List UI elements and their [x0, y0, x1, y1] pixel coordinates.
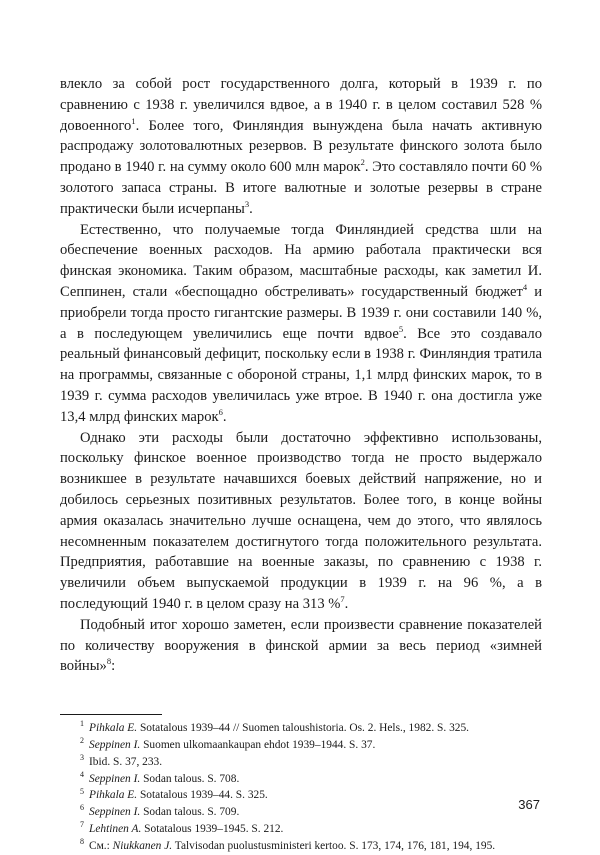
footnote-author: Seppinen I. — [89, 772, 141, 785]
footnote-ref-1[interactable]: 1 — [131, 115, 136, 126]
footnote-author: Seppinen I. — [89, 806, 141, 819]
paragraph-2: Естественно, что получаемые тогда Финляндией средства шли на обеспечение военных расходов. На армию работала практически вся финская экономика. Таким образом, масштабные расходы, как заметил И. Сеппинен, стали «беспощадно обстреливать» государственный бюджет$^4$ и приобрели тогда просто гигантские размеры. В 1939 г. они составили 140 %, а в последующем увеличились еще почти вдвое$^5$. Все это создавало реальный финансовый дефицит, поскольку если в 1938 г. Финляндия тратила на программы, связанные с обороной страны, 1,1 млрд финских марок, то в 1939 г. сумма расходов увеличилась уже втрое. В 1940 г. она достигла уже 13,4 млрд финских марок$^6$. — [60, 221, 543, 425]
footnote-5 — [60, 787, 542, 804]
footnote-8 — [60, 838, 542, 855]
footnotes — [60, 720, 542, 854]
footnote-author: Lehtinen A. — [89, 822, 142, 835]
footnote-number: 5 — [80, 786, 84, 796]
footnote-author: Pihkala E. — [89, 722, 138, 735]
page-number: 367 — [518, 797, 540, 812]
footnote-number: 8 — [80, 836, 84, 846]
footnote-divider — [60, 714, 162, 715]
footnote-1 — [60, 720, 542, 737]
footnote-ref-5[interactable]: 5 — [398, 323, 404, 334]
paragraph-1: влекло за собой рост государственного долга, который в 1939 г. по сравнению с 1938 г. увеличился вдвое, а в 1940 г. в целом составил 528 % довоенного$^1$. Более того, Финляндия вынуждена была начать активную распродажу золотовалютных резервов. В результате финского золота было продано в 1940 г. на сумму около 600 млн марок$^2$. Это составляло почти 60 % золотого запаса страны. В итоге валютные и золотые резервы в стране практически были исчерпаны$^3$. — [60, 76, 543, 217]
footnote-number: 6 — [80, 803, 84, 813]
footnote-number: 7 — [80, 820, 84, 830]
footnote-author: Niukkanen J. — [112, 839, 173, 852]
footnote-ref-3[interactable]: 3 — [244, 198, 250, 209]
paragraph-3: Однако эти расходы были достаточно эффективно использованы, поскольку финское военное производство тогда не просто выдержало возникшее в результате начавшихся боевых действий напряжение, но и добилось серьезных позитивных результатов. Более того, в конце войны армия оказалась значительно лучше оснащена, чем до этого, что являлось несомненным показателем достигнутого тогда положительного результата. Предприятия, работавшие на военные заказы, по сравнению с 1938 г. увеличили объем выпускаемой продукции в 1939 г. на 96 %, а в последующий 1940 г. в целом сразу на 313 %$^7$. — [60, 429, 542, 612]
footnote-4 — [60, 771, 542, 788]
footnote-ref-4[interactable]: 4 — [522, 282, 528, 293]
footnote-text: Sodan talous. S. 708. — [140, 772, 240, 785]
footnote-2 — [60, 737, 542, 754]
footnote-6 — [60, 804, 542, 821]
footnote-text: Talvisodan puolustusministeri kertoo. S. 173, 174, 176, 181, 194, 195. — [172, 839, 496, 852]
footnote-7 — [60, 821, 542, 838]
footnote-ref-7[interactable]: 7 — [340, 594, 345, 605]
paragraph-4: Подобный итог хорошо заметен, если произвести сравнение показателей по количеству вооружения в финской армии за весь период «зимней войны»$^8$: — [60, 616, 542, 675]
footnote-number: 3 — [80, 752, 84, 762]
footnote-text: Sotatalous 1939–44. S. 325. — [137, 789, 268, 802]
footnote-text: Sotatalous 1939–44 // Suomen taloushistoria. Os. 2. Hels., 1982. S. 325. — [137, 722, 470, 735]
footnote-author: Seppinen I. — [89, 738, 141, 751]
footnote-prefix: См.: — [89, 839, 113, 852]
main-text — [60, 74, 542, 677]
footnote-ref-8[interactable]: 8 — [106, 656, 112, 667]
footnote-ref-6[interactable]: 6 — [218, 406, 223, 417]
footnote-text: Suomen ulkomaankaupan ehdot 1939–1944. S. 37. — [140, 738, 376, 751]
footnote-author: Pihkala E. — [89, 789, 138, 802]
footnote-number: 2 — [80, 736, 84, 746]
footnote-text: Ibid. S. 37, 233. — [89, 755, 163, 768]
footnote-text: Sodan talous. S. 709. — [140, 806, 240, 819]
book-page — [60, 74, 542, 854]
footnote-ref-2[interactable]: 2 — [360, 157, 365, 168]
footnote-text: Sotatalous 1939–1945. S. 212. — [141, 822, 284, 835]
footnote-3 — [60, 754, 542, 771]
footnote-number: 1 — [80, 719, 84, 729]
footnote-number: 4 — [80, 769, 84, 779]
